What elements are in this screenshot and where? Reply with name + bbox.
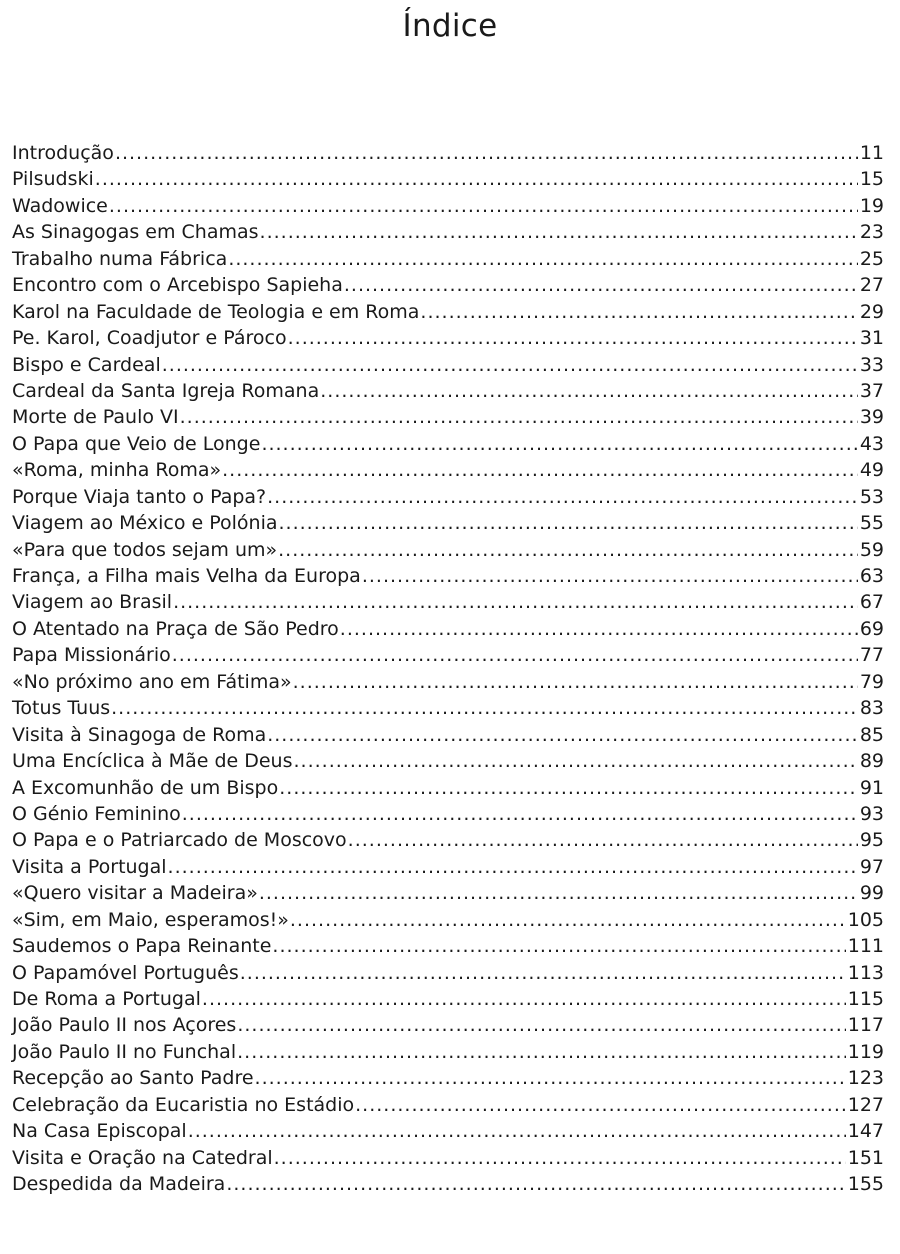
- toc-entry: [12, 272, 884, 298]
- toc-entry-title: Pe. Karol, Coadjutor e Pároco: [12, 327, 287, 350]
- toc-entry-page: 25: [859, 247, 884, 270]
- toc-entry-page: 55: [859, 512, 884, 535]
- toc-entry-title: Visita à Sinagoga de Roma: [12, 723, 267, 746]
- toc-entry-page: 97: [859, 855, 884, 878]
- toc-entry-title: Introdução: [12, 142, 114, 164]
- toc-entry-page: 53: [859, 485, 884, 508]
- dot-leader: [261, 431, 857, 457]
- toc-entry-title: Porque Viaja tanto o Papa?: [12, 485, 267, 508]
- toc-entry: [12, 219, 884, 245]
- dot-leader: [290, 907, 846, 933]
- toc-entry-title: Saudemos o Papa Reinante: [12, 935, 272, 958]
- toc-entry-page: 15: [859, 168, 884, 191]
- dot-leader: [109, 193, 858, 219]
- toc-entry-page: 111: [847, 935, 884, 958]
- toc-entry-page: 119: [847, 1040, 884, 1063]
- toc-entry: [12, 669, 884, 695]
- toc-entry-page: 105: [847, 908, 884, 931]
- toc-entry-page: 23: [859, 221, 884, 244]
- dot-leader: [202, 986, 846, 1012]
- dot-leader: [294, 748, 858, 774]
- toc-entry: [12, 933, 884, 959]
- toc-entry: [12, 246, 884, 272]
- toc-entry-title: Encontro com o Arcebispo Sapieha: [12, 274, 343, 297]
- toc-entry: [12, 589, 884, 615]
- toc-entry: [12, 484, 884, 510]
- dot-leader: [222, 457, 858, 483]
- toc-entry: [12, 1039, 884, 1065]
- toc-entry-title: Recepção ao Santo Padre: [12, 1067, 254, 1090]
- toc-entry: [12, 1065, 884, 1091]
- dot-leader: [420, 299, 857, 325]
- toc-entry-page: 127: [847, 1093, 884, 1116]
- dot-leader: [259, 880, 858, 906]
- toc-entry-page: 91: [859, 776, 884, 799]
- dot-leader: [320, 378, 858, 404]
- toc-entry: [12, 299, 884, 325]
- toc-entry: [12, 827, 884, 853]
- toc-entry-title: Totus Tuus: [12, 697, 111, 720]
- toc-entry-title: Uma Encíclica à Mãe de Deus: [12, 750, 293, 773]
- toc-entry-page: 67: [859, 591, 884, 614]
- toc-entry: [12, 986, 884, 1012]
- dot-leader: [279, 775, 858, 801]
- toc-entry-page: 117: [847, 1014, 884, 1037]
- dot-leader: [228, 246, 858, 272]
- toc-entry-title: Visita e Oração na Catedral: [12, 1146, 273, 1169]
- toc-entry: [12, 801, 884, 827]
- toc-entry: [12, 642, 884, 668]
- dot-leader: [267, 484, 858, 510]
- toc-entry-page: 43: [859, 432, 884, 455]
- toc-entry-title: A Excomunhão de um Bispo: [12, 776, 279, 799]
- dot-leader: [288, 325, 858, 351]
- toc-entry-title: Pilsudski: [12, 168, 94, 191]
- toc-entry: [12, 325, 884, 351]
- toc-entry-title: «No próximo ano em Fátima»: [12, 670, 292, 693]
- toc-entry-title: Karol na Faculdade de Teologia e em Roma: [12, 300, 420, 323]
- dot-leader: [348, 827, 858, 853]
- dot-leader: [340, 616, 858, 642]
- toc-entry: [12, 510, 884, 536]
- toc-entry-title: O Génio Feminino: [12, 802, 181, 825]
- toc-entry-title: O Papamóvel Português: [12, 961, 239, 984]
- toc-entry-page: 155: [847, 1173, 884, 1196]
- toc-entry: [12, 563, 884, 589]
- toc-entry-title: «Sim, em Maio, esperamos!»: [12, 908, 289, 931]
- toc-entry-page: 39: [859, 406, 884, 429]
- toc-entry-page: 85: [859, 723, 884, 746]
- dot-leader: [172, 642, 858, 668]
- dot-leader: [162, 352, 858, 378]
- toc-entry: [12, 748, 884, 774]
- dot-leader: [274, 1145, 846, 1171]
- toc-entry: [12, 1145, 884, 1171]
- dot-leader: [240, 960, 846, 986]
- dot-leader: [226, 1171, 845, 1197]
- toc-entry-title: «Para que todos sejam um»: [12, 538, 278, 561]
- dot-leader: [362, 563, 858, 589]
- toc-entry-page: 37: [859, 379, 884, 402]
- dot-leader: [272, 933, 845, 959]
- toc-entry: [12, 1118, 884, 1144]
- toc-entry-title: Na Casa Episcopal: [12, 1120, 187, 1143]
- toc-entry: [12, 457, 884, 483]
- toc-entry: [12, 537, 884, 563]
- toc-entry: [12, 166, 884, 192]
- toc-entry-page: 29: [859, 300, 884, 323]
- toc-entry-title: Visita a Portugal: [12, 855, 167, 878]
- dot-leader: [95, 166, 858, 192]
- dot-leader: [111, 695, 858, 721]
- toc-entry-title: Wadowice: [12, 194, 108, 217]
- toc-entry-title: Viagem ao Brasil: [12, 591, 173, 614]
- dot-leader: [279, 510, 858, 536]
- toc-entry-page: 69: [859, 617, 884, 640]
- dot-leader: [355, 1092, 846, 1118]
- toc-entry-title: Viagem ao México e Polónia: [12, 512, 278, 535]
- toc-entry-page: 123: [847, 1067, 884, 1090]
- toc-entry-title: As Sinagogas em Chamas: [12, 221, 259, 244]
- toc-entry-title: Celebração da Eucaristia no Estádio: [12, 1093, 355, 1116]
- toc-entry: [12, 352, 884, 378]
- toc-entry-title: Trabalho numa Fábrica: [12, 247, 228, 270]
- toc-entry-title: Cardeal da Santa Igreja Romana: [12, 379, 320, 402]
- toc-entry-page: 151: [847, 1146, 884, 1169]
- toc-entry-page: 99: [859, 882, 884, 905]
- toc-entry: [12, 722, 884, 748]
- toc-entry: [12, 404, 884, 430]
- toc-entry-title: França, a Filha mais Velha da Europa: [12, 565, 361, 587]
- toc-entry-page: 89: [859, 750, 884, 773]
- toc-entry-page: 113: [847, 961, 884, 984]
- dot-leader: [267, 722, 858, 748]
- toc-entry-title: «Quero visitar a Madeira»: [12, 882, 258, 905]
- toc-entry-page: 147: [847, 1120, 884, 1143]
- toc-entry: [12, 140, 884, 166]
- dot-leader: [168, 854, 858, 880]
- table-of-contents: [12, 140, 884, 1198]
- toc-entry-page: 19: [859, 194, 884, 217]
- toc-entry-title: O Atentado na Praça de São Pedro: [12, 617, 339, 640]
- toc-entry-page: 77: [859, 644, 884, 667]
- dot-leader: [115, 140, 858, 166]
- toc-entry-page: 27: [859, 274, 884, 297]
- toc-entry: [12, 960, 884, 986]
- toc-entry-page: 93: [859, 802, 884, 825]
- toc-entry-title: O Papa que Veio de Longe: [12, 432, 261, 455]
- toc-entry-title: O Papa e o Patriarcado de Moscovo: [12, 829, 347, 852]
- toc-entry-page: 63: [859, 565, 884, 587]
- toc-entry: [12, 880, 884, 906]
- toc-entry-title: «Roma, minha Roma»: [12, 459, 222, 482]
- toc-entry: [12, 1012, 884, 1038]
- toc-entry: [12, 431, 884, 457]
- toc-entry: [12, 1092, 884, 1118]
- toc-entry-title: Bispo e Cardeal: [12, 353, 161, 376]
- toc-entry: [12, 616, 884, 642]
- toc-entry: [12, 378, 884, 404]
- toc-entry: [12, 775, 884, 801]
- toc-entry-page: 31: [859, 327, 884, 350]
- dot-leader: [260, 219, 858, 245]
- toc-entry-page: 83: [859, 697, 884, 720]
- toc-entry-title: João Paulo II nos Açores: [12, 1014, 237, 1037]
- toc-entry-page: 49: [859, 459, 884, 482]
- toc-entry-page: 115: [847, 988, 884, 1010]
- dot-leader: [278, 537, 858, 563]
- dot-leader: [182, 801, 858, 827]
- dot-leader: [188, 1118, 846, 1144]
- dot-leader: [344, 272, 858, 298]
- page-title: Índice: [402, 8, 498, 44]
- toc-entry-page: 11: [859, 142, 884, 164]
- dot-leader: [237, 1039, 846, 1065]
- toc-entry-title: Despedida da Madeira: [12, 1173, 226, 1196]
- toc-entry: [12, 695, 884, 721]
- toc-entry: [12, 193, 884, 219]
- dot-leader: [255, 1065, 846, 1091]
- toc-entry-title: Papa Missionário: [12, 644, 171, 667]
- toc-entry-page: 59: [859, 538, 884, 561]
- dot-leader: [237, 1012, 845, 1038]
- toc-entry: [12, 907, 884, 933]
- toc-entry-page: 95: [859, 829, 884, 852]
- dot-leader: [173, 589, 858, 615]
- toc-entry-title: João Paulo II no Funchal: [12, 1040, 237, 1063]
- dot-leader: [180, 404, 858, 430]
- toc-entry-title: De Roma a Portugal: [12, 988, 201, 1010]
- toc-entry-title: Morte de Paulo VI: [12, 406, 179, 429]
- dot-leader: [293, 669, 858, 695]
- toc-entry-page: 79: [859, 670, 884, 693]
- toc-entry: [12, 1171, 884, 1197]
- toc-entry-page: 33: [859, 353, 884, 376]
- toc-entry: [12, 854, 884, 880]
